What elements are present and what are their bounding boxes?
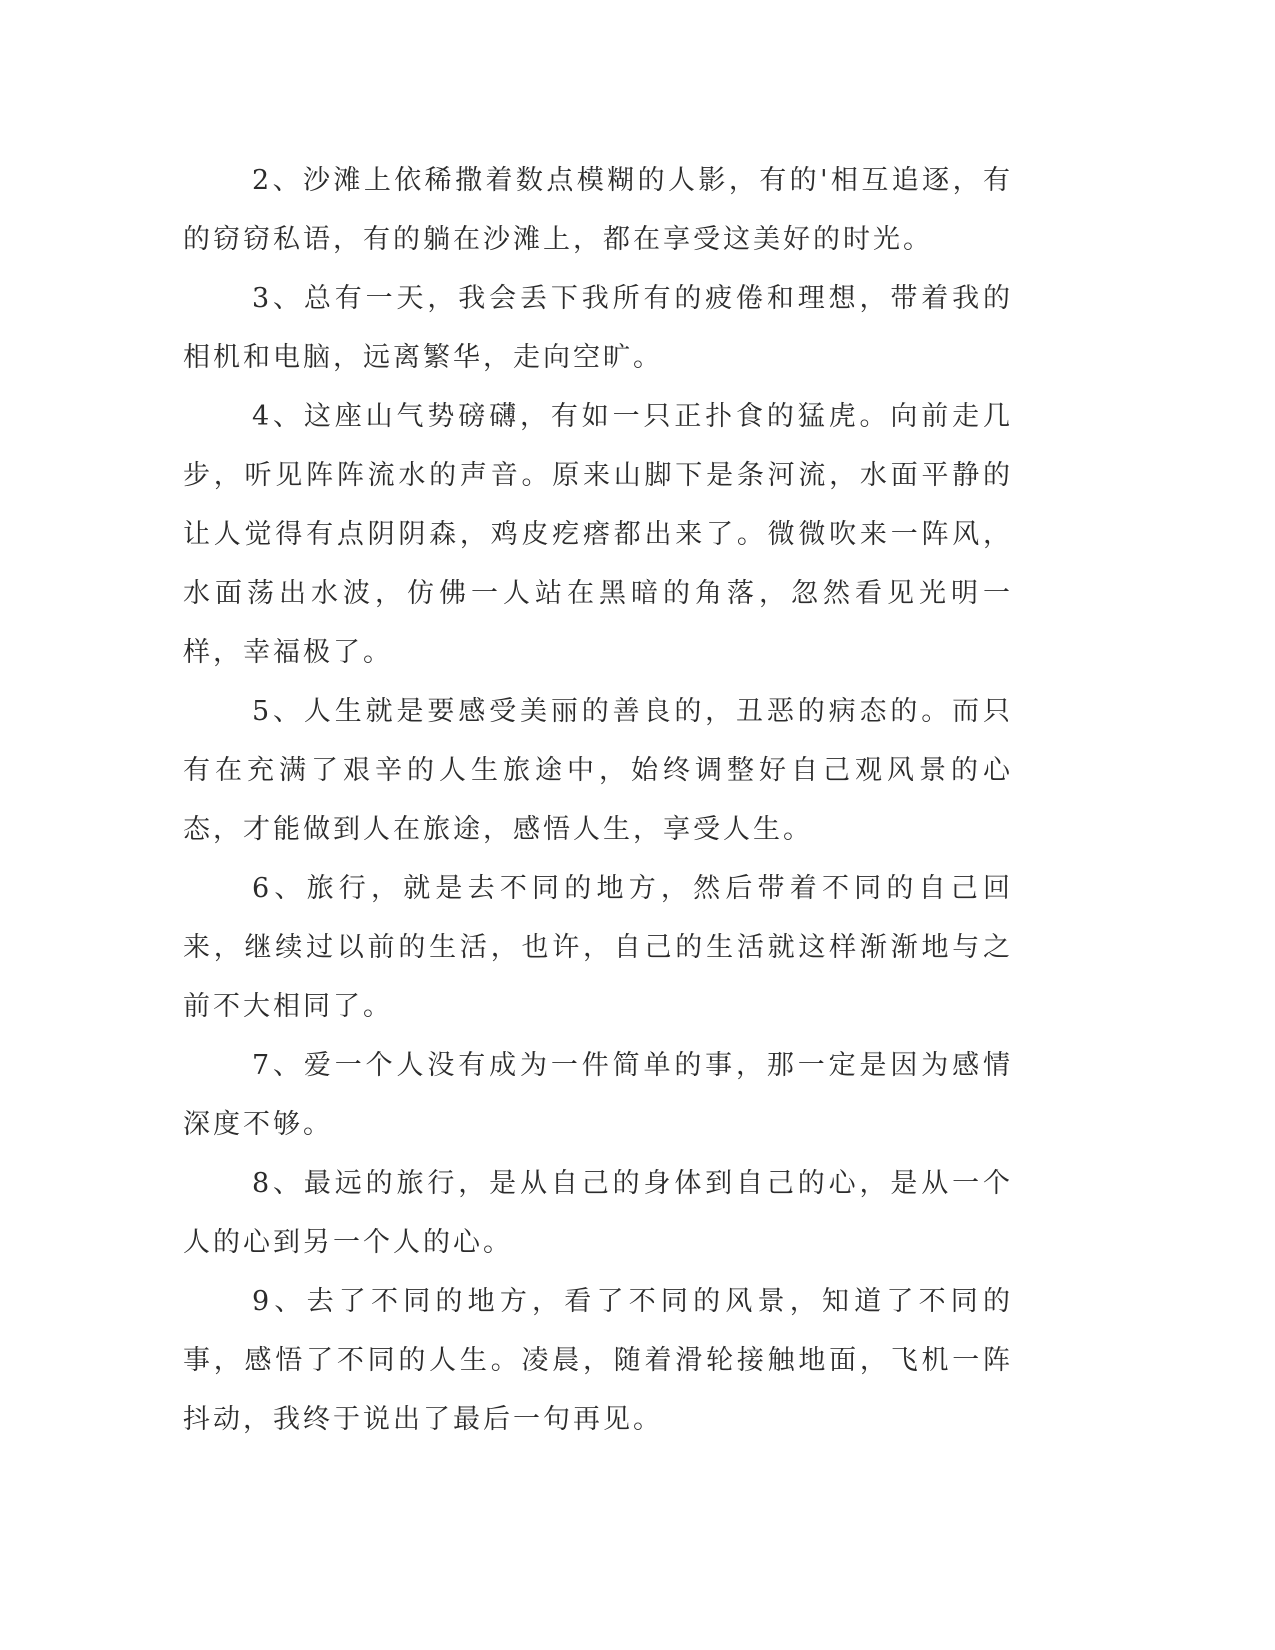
paragraph-2: 2、沙滩上依稀撒着数点模糊的人影，有的'相互追逐，有的窃窃私语，有的躺在沙滩上，都在享受这美好的时光。 bbox=[183, 165, 1013, 255]
paragraph-5: 5、人生就是要感受美丽的善良的，丑恶的病态的。而只有在充满了艰辛的人生旅途中，始终调整好自己观风景的心态，才能做到人在旅途，感悟人生，享受人生。 bbox=[183, 696, 1013, 845]
document-body bbox=[183, 151, 1013, 1449]
paragraph-6: 6、旅行，就是去不同的地方，然后带着不同的自己回来，继续过以前的生活，也许，自己的生活就这样渐渐地与之前不大相同了。 bbox=[183, 873, 1013, 1022]
paragraph-3: 3、总有一天，我会丢下我所有的疲倦和理想，带着我的相机和电脑，远离繁华，走向空旷。 bbox=[183, 283, 1013, 373]
paragraph-9: 9、去了不同的地方，看了不同的风景，知道了不同的事，感悟了不同的人生。凌晨，随着滑轮接触地面，飞机一阵抖动，我终于说出了最后一句再见。 bbox=[183, 1286, 1013, 1435]
paragraph-4: 4、这座山气势磅礴，有如一只正扑食的猛虎。向前走几步，听见阵阵流水的声音。原来山脚下是条河流，水面平静的让人觉得有点阴阴森，鸡皮疙瘩都出来了。微微吹来一阵风，水面荡出水波，仿佛一人站在黑暗的角落，忽然看见光明一样，幸福极了。 bbox=[183, 401, 1013, 668]
paragraph-7: 7、爱一个人没有成为一件简单的事，那一定是因为感情深度不够。 bbox=[183, 1050, 1013, 1140]
paragraph-8: 8、最远的旅行，是从自己的身体到自己的心，是从一个人的心到另一个人的心。 bbox=[183, 1168, 1013, 1258]
